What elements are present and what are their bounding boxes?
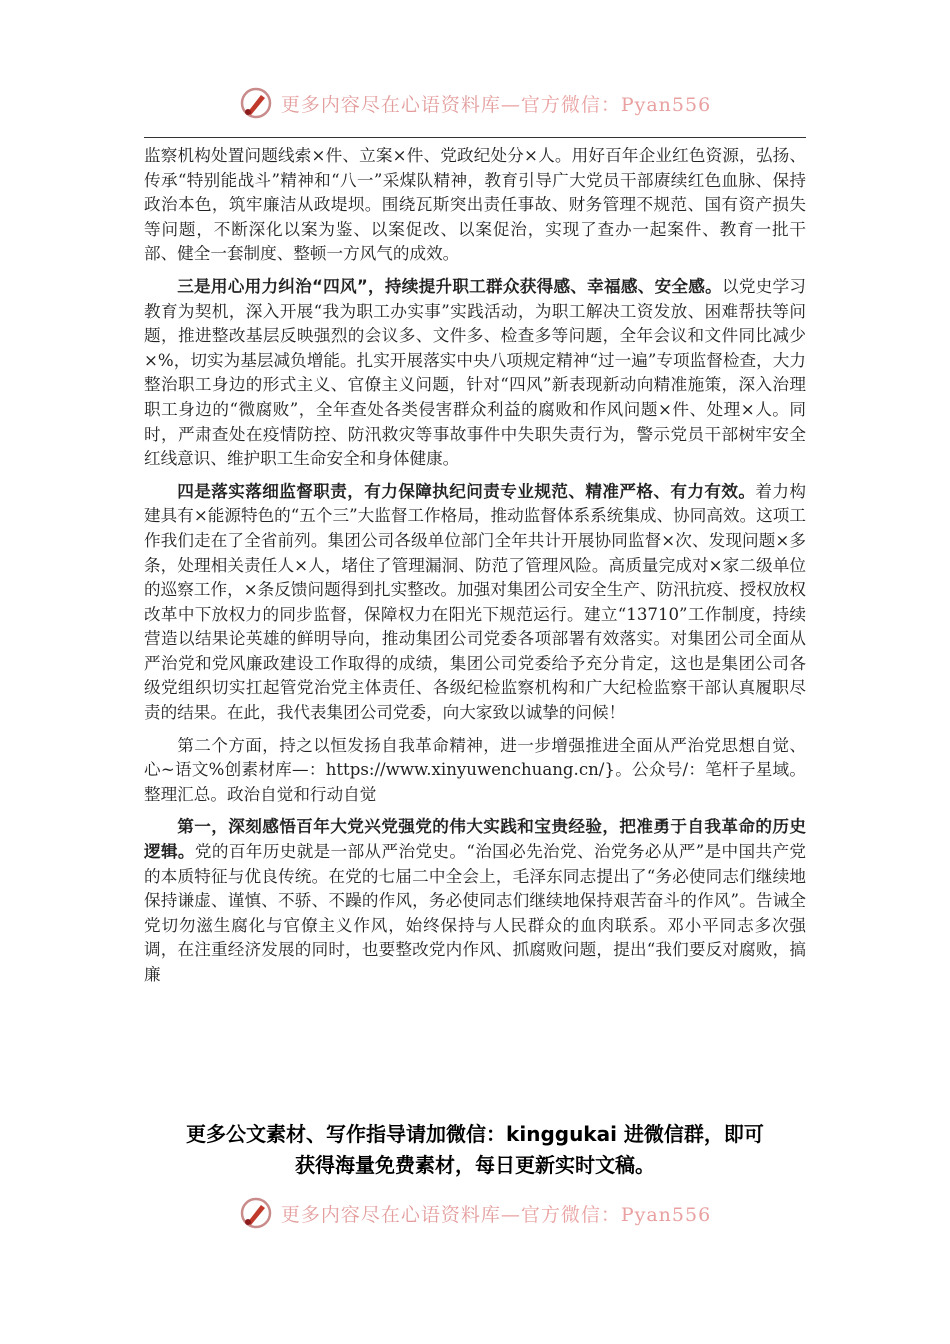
paragraph-text: 党的百年历史就是一部从严治党史。“治国必先治党、治党务必从严”是中国共产党的本质特征与优良传统。在党的七届二中全会上，毛泽东同志提出了“务必使同志们继续地保持谦虚、谨慎、不骄、不躁的作风，务必使同志们继续地保持艰苦奋斗的作风”。告诫全党切勿滋生腐化与官僚主义作风，始终保持与人民群众的血肉联系。邓小平同志多次强调，在注重经济发展的同时，也要整改党内作风、抓腐败问题，提出“我们要反对腐败，搞廉: [144, 842, 807, 984]
paragraph-3: [144, 480, 806, 726]
header-divider: [144, 137, 806, 138]
pen-logo-icon: [239, 86, 273, 120]
paragraph-text: 监察机构处置问题线索×件、立案×件、党政纪处分×人。用好百年企业红色资源，弘扬、传承“特别能战斗”精神和“八一”采煤队精神，教育引导广大党员干部赓续红色血脉、保持政治本色，筑牢廉洁从政堤坝。围绕瓦斯突出责任事故、财务管理不规范、国有资产损失等问题，不断深化以案为鉴、以案促改、以案促治，实现了查办一起案件、教育一批干部、健全一套制度、整顿一方风气的成效。: [144, 146, 806, 264]
footer-banner: [0, 1190, 950, 1236]
banner-text: [281, 1200, 711, 1227]
footer-promo-line-2: 获得海量免费素材，每日更新实时文稿。: [295, 1153, 655, 1177]
header-banner: [0, 80, 950, 126]
document-body: [144, 144, 806, 996]
paragraph-2: [144, 275, 806, 472]
banner-prefix: 更多内容尽在心语资料库: [280, 1203, 501, 1226]
banner-suffix: —官方微信：Pyan556: [500, 1203, 712, 1226]
paragraph-lead: 第一，深刻感悟百年大党兴党强党的伟大实践和宝贵经验，把准勇于自我革命的历史逻辑。: [144, 817, 806, 862]
paragraph-4: [144, 734, 806, 808]
footer-promo: [120, 1119, 830, 1181]
paragraph-lead: 四是落实落细监督职责，有力保障执纪问责专业规范、精准严格、有力有效。: [177, 481, 756, 501]
paragraph-lead: 三是用心用力纠治“四风”，持续提升职工群众获得感、幸福感、安全感。: [177, 276, 722, 296]
banner-text: [281, 90, 711, 117]
paragraph-text: 第二个方面，持之以恒发扬自我革命精神，进一步增强推进全面从严治党思想自觉、心~语文%创素材库—：https://www.xinyuwenchuang.cn/}。公众号/：笔杆子星域。整理汇总。政治自觉和行动自觉: [144, 735, 806, 804]
footer-promo-line-1: 更多公文素材、写作指导请加微信：kinggukai 进微信群，即可: [186, 1122, 764, 1146]
paragraph-text: 着力构建具有×能源特色的“五个三”大监督工作格局，推动监督体系系统集成、协同高效。这项工作我们走在了全省前列。集团公司各级单位部门全年共计开展协同监督×次、发现问题×多条，处理相关责任人×人，堵住了管理漏洞、防范了管理风险。高质量完成对×家二级单位的巡察工作，×条反馈问题得到扎实整改。加强对集团公司安全生产、防汛抗疫、授权放权改革中下放权力的同步监督，保障权力在阳光下规范运行。建立“13710”工作制度，持续营造以结果论英雄的鲜明导向，推动集团公司党委各项部署有效落实。对集团公司全面从严治党和党风廉政建设工作取得的成绩，集团公司党委给予充分肯定，这也是集团公司各级党组织切实扛起管党治党主体责任、各级纪检监察机构和广大纪检监察干部认真履职尽责的结果。在此，我代表集团公司党委，向大家致以诚挚的问候！: [144, 481, 807, 723]
paragraph-1: [144, 144, 806, 267]
pen-logo-icon: [239, 1196, 273, 1230]
paragraph-5: [144, 815, 806, 987]
banner-prefix: 更多内容尽在心语资料库: [280, 93, 501, 116]
paragraph-text: 以党史学习教育为契机，深入开展“我为职工办实事”实践活动，为职工解决工资发放、困难帮扶等问题，推进整改基层反映强烈的会议多、文件多、检查多等问题，全年会议和文件同比减少×%，切实为基层减负增能。扎实开展落实中央八项规定精神“过一遍”专项监督检查，大力整治职工身边的形式主义、官僚主义问题，针对“四风”新表现新动向精准施策，深入治理职工身边的“微腐败”，全年查处各类侵害群众利益的腐败和作风问题×件、处理×人。同时，严肃查处在疫情防控、防汛救灾等事故事件中失职失责行为，警示党员干部树牢安全红线意识、维护职工生命安全和身体健康。: [144, 276, 807, 469]
banner-suffix: —官方微信：Pyan556: [500, 93, 712, 116]
